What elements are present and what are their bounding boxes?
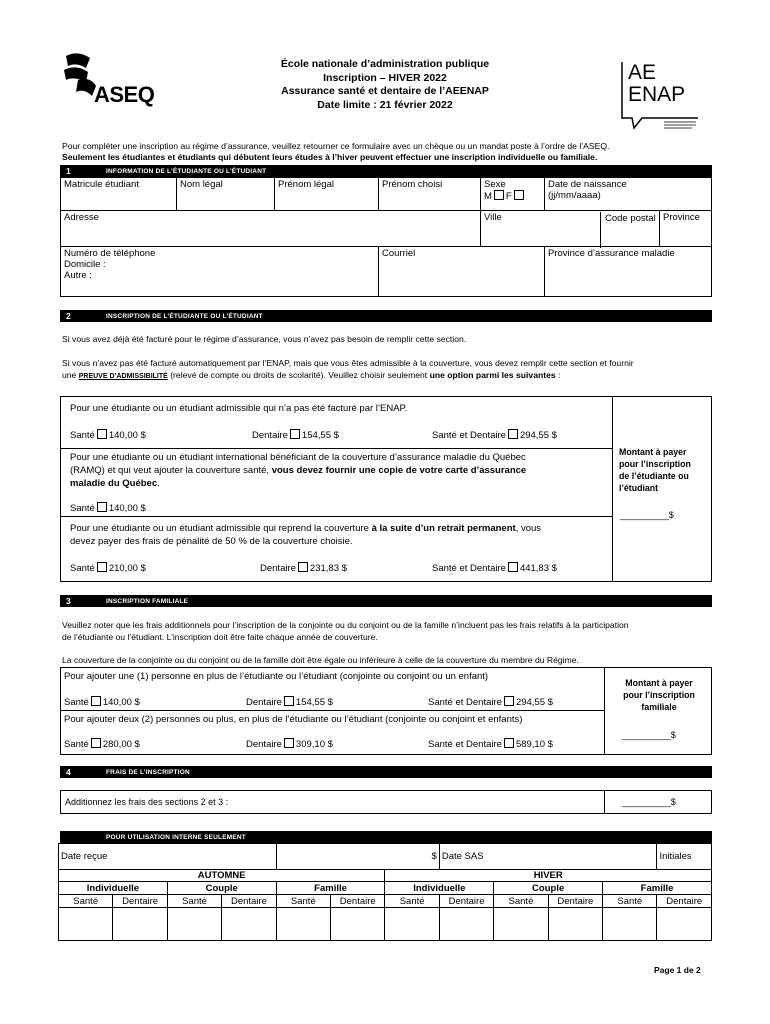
nom-label: Nom légal [180,179,223,190]
section-2-title: INSCRIPTION DE L’ÉTUDIANTE OU L’ÉTUDIANT [106,312,263,320]
aenap-logo [620,60,700,132]
divider [600,212,601,248]
s2-opt1-sante-label: Santé [70,430,95,441]
s3-opt2-dentaire-price: 309,10 $ [295,739,333,750]
divider [60,516,612,517]
col-sante: Santé [603,895,657,908]
aenap-logo-text-1: AE [628,61,657,84]
s3-opt2-dentaire-label: Dentaire [246,739,282,750]
s2-opt2-c-end: . [157,478,160,489]
initiales-cell[interactable] [657,844,712,870]
entry-cell[interactable] [222,908,276,941]
s3-opt1-sante-checkbox[interactable] [91,696,101,706]
date-recue-cell[interactable] [59,844,277,870]
s3-opt2-sante-checkbox[interactable] [91,738,101,748]
nom-field[interactable] [177,178,275,211]
s2-opt1-both-label: Santé et Dentaire [432,430,506,441]
internal-use-table [58,843,712,941]
prenom-legal-field[interactable] [275,178,379,211]
col-dentaire: Dentaire [657,895,712,908]
automne-couple: Couple [167,882,276,895]
section-1-number: 1 [66,166,71,176]
p2b-bold: une option parmi les suivantes [429,370,556,380]
s3-opt1-dentaire-checkbox[interactable] [284,696,294,706]
s3-opt2-sante [64,738,140,751]
s2-opt3-both-price: 441,83 $ [519,563,557,574]
header-line-1: École nationale d’administration publique [280,58,490,70]
s3-opt2-both [428,738,553,751]
s3-opt1-dentaire-price: 154,55 $ [295,697,333,708]
aseq-logo-text: ASEQ [94,82,155,107]
s3-opt2-dentaire [246,738,333,751]
s2-opt3-a-end: , vous [515,523,542,534]
s2-opt3-dentaire [260,562,347,575]
s2-opt1-dentaire [252,429,339,442]
s2-amount-field[interactable]: __________$ [620,510,674,520]
internal-use-header [60,831,712,843]
s2-opt3-sante [70,562,146,575]
divider [604,667,605,755]
adresse-label: Adresse [64,212,99,223]
date-recue-label: Date reçue [61,851,108,862]
section-4-title: FRAIS DE L’INSCRIPTION [106,768,190,776]
s2-opt1-dentaire-checkbox[interactable] [290,429,300,439]
s3-opt2-both-checkbox[interactable] [504,738,514,748]
s2-opt3-both-checkbox[interactable] [508,562,518,572]
section-4-amount-field[interactable]: __________$ [622,797,676,807]
entry-cell[interactable] [657,908,712,941]
s3-opt2-sante-label: Santé [64,739,89,750]
sexe-m-label: M [484,191,492,202]
s2-side-line-3: de l’étudiante ou [619,471,689,481]
courriel-label: Courriel [382,248,416,259]
section-4-header [60,766,712,778]
sexe-f-label: F [505,191,512,202]
s3-opt1-sante [64,696,140,709]
student-info-table [60,177,712,297]
divider [60,448,612,449]
header-line-2: Inscription – HIVER 2022 [323,71,447,84]
s2-side-label [619,446,709,494]
s2-option-2-text [70,451,610,490]
courriel-field[interactable] [379,247,545,297]
s2-opt3-both-label: Santé et Dentaire [432,563,506,574]
entry-cell[interactable] [276,908,330,941]
section-2-header [60,310,712,322]
section-1-header [60,165,712,177]
s2-opt2-sante [70,502,146,515]
header-line-3: Assurance santé et dentaire de l’AEENAP [281,85,489,97]
hiver-couple: Couple [494,882,603,895]
entry-cell[interactable] [439,908,493,941]
hiver-individuelle: Individuelle [385,882,494,895]
s3-opt2-both-price: 589,10 $ [515,739,553,750]
s2-opt3-line-b: devez payer des frais de pénalité de 50 % de la couverture choisie. [70,536,353,547]
s2-opt1-sante [70,429,146,442]
aenap-logo-text-2: ENAP [628,83,686,106]
section-3-title: INSCRIPTION FAMILIALE [106,597,189,605]
domicile-label: Domicile : [64,259,106,270]
telephone-field[interactable] [61,247,379,297]
automne-individuelle: Individuelle [59,882,168,895]
s3-option-1-text: Pour ajouter une (1) personne en plus de l’étudiante ou l’étudiant (conjointe ou conjoint ou un enfant) [64,671,489,682]
s3-opt1-dentaire [246,696,333,709]
prenom-choisi-label: Prénom choisi [382,179,443,190]
page-number: Page 1 de 2 [654,965,701,975]
section-2-para-2 [62,357,712,383]
divider [612,396,613,582]
date-naissance-label: Date de naissance [548,179,627,190]
s2-opt2-sante-price: 140,00 $ [108,503,146,514]
date-sas-cell[interactable] [439,844,657,870]
col-dentaire: Dentaire [439,895,493,908]
s2-opt3-sante-checkbox[interactable] [97,562,107,572]
intro-line-2: Seulement les étudiantes et étudiants qui débutent leurs études à l’hiver peuvent effectuer une inscription individuelle ou familiale. [62,152,598,162]
s2-opt3-sante-label: Santé [70,563,95,574]
date-sas-label: Date SAS [441,851,484,862]
s2-opt2-line-c [70,477,610,490]
preuve-admissibilite-text: PREUVE D’ADMISSIBILITÉ [78,373,168,380]
section-2-para-2a: Si vous n’avez pas été facturé automatiquement par l’ENAP, mais que vous êtes admissible à la couverture, vous devez remplir cette section et fournir [62,358,634,368]
divider [60,710,604,711]
s2-opt2-b-pre: (RAMQ) et qui veut ajouter la couverture santé, [70,465,272,476]
s2-side-line-1: Montant à payer [619,447,687,457]
col-sante: Santé [385,895,439,908]
entry-cell[interactable] [548,908,602,941]
s2-opt2-sante-checkbox[interactable] [97,502,107,512]
s2-opt2-line-b [70,464,610,477]
province-assurance-field[interactable] [545,247,712,297]
province-field[interactable] [660,211,712,247]
p2b-pre: une [62,370,79,380]
s2-opt3-line-a [70,522,610,535]
prenom-legal-label: Prénom légal [278,179,334,190]
col-dentaire: Dentaire [222,895,276,908]
s2-opt3-a-bold: à la suite d’un retrait permanent [371,523,516,534]
section-3-para-1 [62,619,712,643]
entry-cell[interactable] [113,908,167,941]
autre-label: Autre : [64,270,92,281]
s2-opt1-dentaire-label: Dentaire [252,430,288,441]
ville-label: Ville [484,212,502,223]
s2-opt2-c-bold: maladie du Québec [70,478,158,489]
s2-opt2-sante-label: Santé [70,503,95,514]
s3-opt1-both-label: Santé et Dentaire [428,697,502,708]
section-3-para-2: La couverture de la conjointe ou du conjoint ou de la famille doit être égale ou inférieure à celle de la couverture du membre du Régime. [62,655,579,665]
col-sante: Santé [167,895,221,908]
prenom-choisi-field[interactable] [379,178,481,211]
col-sante: Santé [59,895,113,908]
s2-opt1-both-checkbox[interactable] [508,429,518,439]
matricule-field[interactable] [61,178,177,211]
hiver-header: HIVER [385,870,712,882]
intro-text [62,141,712,163]
matricule-label: Matricule étudiant [64,179,139,190]
s3-side-line-1: Montant à payer [625,678,693,688]
s2-option-3-text [70,522,610,548]
telephone-label: Numéro de téléphone [64,248,156,259]
section-2-number: 2 [66,311,71,321]
s3-side-label [606,677,712,713]
s2-opt3-dentaire-label: Dentaire [260,563,296,574]
internal-use-title: POUR UTILISATION INTERNE SEULEMENT [106,833,246,841]
s2-opt3-a-pre: Pour une étudiante ou un étudiant admissible qui reprend la couverture [70,523,372,534]
s3-option-2-text: Pour ajouter deux (2) personnes ou plus, en plus de l’étudiante ou l’étudiant (conjointe ou conjoint et enfants) [64,714,523,725]
sexe-m-checkbox[interactable] [494,190,504,200]
s3-opt1-sante-price: 140,00 $ [102,697,140,708]
s3-opt1-both-checkbox[interactable] [504,696,514,706]
s3-para-1b: de l’étudiante ou l’étudiant. L’inscription doit être faite chaque année de couverture. [62,632,378,642]
s3-amount-field[interactable]: __________$ [622,730,676,740]
entry-cell[interactable] [603,908,657,941]
col-dentaire: Dentaire [331,895,385,908]
s3-opt2-both-label: Santé et Dentaire [428,739,502,750]
col-sante: Santé [494,895,548,908]
section-2-para-2b [62,369,712,383]
p2b-mid: (relevé de compte ou droits de scolarité). Veuillez choisir seulement [167,370,430,380]
s2-opt3-sante-price: 210,00 $ [108,563,146,574]
col-dentaire: Dentaire [548,895,602,908]
s3-opt1-sante-label: Santé [64,697,89,708]
s3-opt2-sante-price: 280,00 $ [102,739,140,750]
entry-cell[interactable] [59,908,113,941]
header-line-4: Date limite : 21 février 2022 [317,98,453,111]
s2-opt2-b-bold: vous devez fournir une copie de votre carte d’assurance [271,465,527,476]
s2-opt1-both-price: 294,55 $ [519,430,557,441]
initiales-label: Initiales [659,851,692,862]
entry-cell[interactable] [385,908,439,941]
automne-famille: Famille [276,882,385,895]
entry-cell[interactable] [331,908,385,941]
date-format-label: (jj/mm/aaaa) [548,190,601,201]
s2-opt3-dentaire-price: 231,83 $ [309,563,347,574]
col-sante: Santé [276,895,330,908]
s2-option-1-text: Pour une étudiante ou un étudiant admissible qui n’a pas été facturé par l’ENAP. [70,403,408,414]
s3-opt1-dentaire-label: Dentaire [246,697,282,708]
s2-opt2-line-a: Pour une étudiante ou un étudiant international bénéficiant de la couverture d’assurance maladie du Québec [70,452,526,463]
sexe-label: Sexe [484,179,506,190]
adresse-field[interactable] [61,211,481,247]
sexe-field [481,178,545,211]
date-naissance-field[interactable] [545,178,712,211]
entry-cell[interactable] [167,908,221,941]
s3-opt2-dentaire-checkbox[interactable] [284,738,294,748]
section-4-label: Additionnez les frais des sections 2 et 3 : [65,797,229,807]
province-label: Province [663,212,700,223]
section-1-title: INFORMATION DE L’ÉTUDIANTE OU L’ÉTUDIANT [106,167,267,175]
s3-opt1-both-price: 294,55 $ [515,697,553,708]
s2-opt3-dentaire-checkbox[interactable] [298,562,308,572]
entry-cell[interactable] [494,908,548,941]
s3-side-line-2: pour l’inscription [623,690,695,700]
code-postal-label: Code postal [605,213,656,224]
s2-opt1-dentaire-price: 154,55 $ [301,430,339,441]
section-3-number: 3 [66,596,71,606]
s2-opt1-sante-price: 140,00 $ [108,430,146,441]
sexe-f-checkbox[interactable] [514,190,524,200]
automne-header: AUTOMNE [59,870,385,882]
s2-side-line-2: pour l’inscription [619,459,691,469]
section-4-number: 4 [66,767,71,777]
dollar-cell[interactable] [276,844,439,870]
s2-opt1-sante-checkbox[interactable] [97,429,107,439]
s3-side-line-3: familiale [641,702,677,712]
s3-opt1-both [428,696,553,709]
col-dentaire: Dentaire [113,895,167,908]
s2-opt1-both [432,429,557,442]
section-2-para-1: Si vous avez déjà été facturé pour le régime d’assurance, vous n’avez pas besoin de remplir cette section. [62,334,467,344]
hiver-famille: Famille [603,882,712,895]
s3-para-1a: Veuillez noter que les frais additionnels pour l’inscription de la conjointe ou du conjoint ou de la famille n’incluent pas les frais relatifs à la participation [62,620,629,630]
s2-opt3-both [432,562,557,575]
province-assurance-label: Province d’assurance maladie [548,248,675,259]
dollar-label: $ [431,851,437,862]
section-3-header [60,595,712,607]
s2-side-line-4: l’étudiant [619,483,659,493]
divider [604,790,605,814]
p2b-end: : [555,370,561,380]
intro-line-1: Pour compléter une inscription au régime d’assurance, veuillez retourner ce formulaire avec un chèque ou un mandat poste à l’ordre de l’ASEQ. [62,141,610,151]
